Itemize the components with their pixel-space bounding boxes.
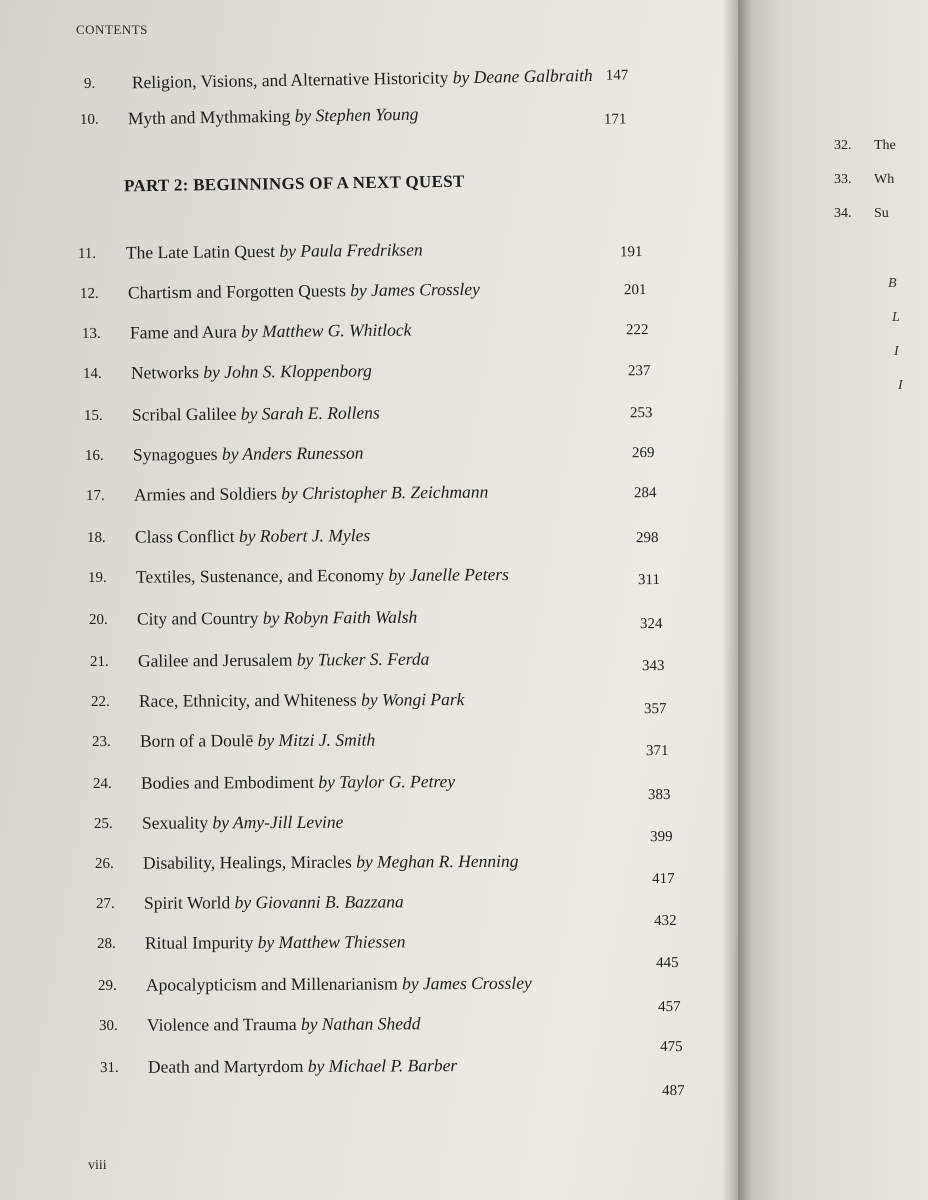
toc-entry-number: 22. — [90, 693, 110, 710]
toc-entry-title — [148, 1055, 457, 1078]
toc-entry — [94, 850, 795, 888]
toc-entry-author: by Deane Galbraith — [452, 65, 593, 88]
toc-entry-title-text: Bodies and Embodiment — [140, 771, 319, 793]
right-page-fragment: B — [888, 276, 897, 291]
toc-entry-title — [138, 649, 430, 672]
toc-entry-title-text: Spirit World — [143, 892, 235, 913]
toc-entry-author: by Wongi Park — [361, 689, 465, 710]
toc-entry-author: by Tucker S. Ferda — [296, 648, 430, 670]
toc-entry — [80, 101, 780, 140]
toc-entry-title-text: Disability, Healings, Miracles — [142, 851, 357, 873]
toc-entry — [88, 565, 788, 598]
right-page-fragment: L — [892, 310, 900, 325]
toc-entry-title — [144, 891, 404, 913]
toc-entry-number: 17. — [85, 487, 105, 504]
toc-entry — [95, 891, 796, 930]
toc-entry-page: 284 — [633, 485, 657, 502]
toc-entry-title — [137, 607, 417, 630]
toc-entry-number: 14. — [82, 365, 102, 382]
toc-entry-page: 191 — [619, 244, 643, 261]
toc-entry-author: by Robert J. Myles — [238, 525, 371, 546]
toc-entry-title-text: Religion, Visions, and Alternative Historicity — [131, 67, 453, 93]
toc-entry-title-text: Sexuality — [141, 812, 213, 833]
page-number-footer: viii — [88, 1158, 107, 1173]
toc-entry-title-text: Galilee and Jerusalem — [137, 649, 297, 671]
toc-entry-number: 31. — [99, 1059, 119, 1076]
toc-entry-title — [140, 730, 375, 752]
toc-entry-author: by James Crossley — [350, 278, 480, 301]
toc-entry — [98, 1013, 799, 1056]
toc-entry-page: 475 — [660, 1038, 683, 1056]
toc-entry-number: 12. — [79, 285, 99, 302]
right-toc-entry-number: 34. — [834, 206, 852, 221]
toc-entry-title-text: Myth and Mythmaking — [127, 105, 295, 129]
toc-entry-title-text: Ritual Impurity — [144, 932, 258, 953]
toc-entry-number: 21. — [89, 653, 109, 670]
right-toc-entry-number: 32. — [834, 138, 852, 153]
toc-entry-title — [143, 851, 519, 874]
toc-entry-number: 26. — [94, 855, 114, 872]
toc-entry-author: by Nathan Shedd — [300, 1013, 421, 1034]
toc-entry-title — [136, 564, 509, 588]
toc-entry-author: by Taylor G. Petrey — [318, 771, 456, 792]
toc-entry-page: 298 — [635, 530, 659, 547]
toc-entry-title — [126, 239, 423, 263]
toc-entry — [80, 279, 780, 314]
toc-entry-number: 9. — [83, 75, 96, 92]
toc-entry-number: 29. — [97, 977, 117, 994]
toc-entry — [87, 525, 787, 558]
toc-entry — [89, 607, 789, 640]
toc-entry — [78, 239, 778, 274]
right-toc-entry-text: Wh — [874, 172, 895, 187]
toc-entry-number: 16. — [84, 447, 104, 464]
toc-entry-title-text: Fame and Aura — [129, 321, 242, 343]
right-page — [738, 0, 928, 1200]
toc-entry — [90, 649, 790, 682]
toc-entry-number: 27. — [95, 895, 115, 912]
right-page-fragment: I — [898, 378, 903, 393]
toc-entry-page: 445 — [656, 954, 679, 972]
toc-entry-title-text: Apocalypticism and Millenarianism — [145, 973, 403, 995]
toc-entry-page: 201 — [623, 282, 647, 299]
toc-entry — [84, 65, 784, 104]
toc-entry-page: 147 — [605, 67, 629, 84]
right-toc-entry-text: The — [874, 138, 896, 153]
toc-entry-title — [131, 360, 372, 383]
toc-entry-title-text: Scribal Galilee — [131, 403, 241, 425]
toc-entry-author: by Amy-Jill Levine — [212, 811, 344, 833]
toc-entry-page: 253 — [629, 405, 653, 422]
toc-entry-author: by John S. Kloppenborg — [203, 360, 372, 382]
toc-entry-title — [142, 812, 343, 834]
toc-entry-title — [147, 1013, 421, 1035]
toc-entry-page: 311 — [637, 572, 660, 589]
toc-entry-author: by James Crossley — [402, 972, 532, 994]
toc-entry-page: 222 — [625, 322, 649, 339]
toc-entry-title-text: Chartism and Forgotten Quests — [127, 280, 351, 303]
toc-entry — [94, 812, 794, 844]
toc-entry-number: 20. — [88, 611, 108, 628]
toc-entry-author: by Paula Fredriksen — [279, 239, 423, 261]
toc-entry-page: 357 — [643, 700, 667, 718]
toc-entry-page: 487 — [662, 1082, 685, 1100]
toc-entry-title-text: Textiles, Sustenance, and Economy — [135, 564, 389, 587]
toc-entry-title-text: Death and Martyrdom — [147, 1055, 308, 1077]
toc-entry-page: 237 — [627, 363, 651, 380]
toc-entry-author: by Janelle Peters — [388, 564, 509, 585]
toc-entry-page: 269 — [631, 445, 655, 462]
toc-entry-author: by Meghan R. Henning — [356, 850, 519, 872]
right-toc-entry-number: 33. — [834, 172, 852, 187]
toc-entry-author: by Anders Runesson — [221, 442, 364, 464]
toc-entry-title — [132, 65, 593, 93]
toc-entry — [84, 402, 784, 436]
toc-entry — [99, 1055, 800, 1100]
toc-entry-title-text: Violence and Trauma — [146, 1013, 302, 1035]
toc-entry-page: 383 — [647, 786, 671, 804]
toc-entry-page: 457 — [658, 998, 681, 1016]
toc-entry-author: by Matthew Thiessen — [257, 931, 406, 953]
toc-entry-author: by Robyn Faith Walsh — [262, 606, 418, 628]
toc-entry-number: 30. — [98, 1017, 118, 1034]
toc-entry-title — [132, 402, 380, 425]
toc-entry-title — [130, 320, 412, 344]
toc-entry — [96, 931, 797, 972]
toc-entry-number: 11. — [77, 245, 97, 262]
toc-entry-page: 324 — [639, 615, 663, 633]
toc-entry-page: 417 — [652, 870, 675, 888]
toc-entry — [86, 482, 786, 516]
toc-entry-number: 18. — [86, 529, 106, 546]
toc-entry-title — [146, 973, 532, 996]
toc-entry-number: 23. — [91, 733, 111, 750]
toc-entry-author: by Christopher B. Zeichmann — [281, 481, 489, 504]
toc-entry-author: by Stephen Young — [294, 103, 419, 126]
toc-entry-number: 19. — [87, 569, 107, 586]
toc-entry-author: by Michael P. Barber — [307, 1055, 458, 1076]
toc-entry-number: 28. — [96, 935, 116, 952]
toc-entry-title-text: Armies and Soldiers — [133, 483, 282, 505]
toc-entry-title-text: Class Conflict — [134, 525, 240, 547]
toc-entry-title — [141, 771, 455, 794]
toc-entry-title — [145, 931, 406, 953]
toc-entry-number: 13. — [81, 325, 101, 342]
toc-entry-page: 171 — [603, 111, 627, 128]
toc-entry-number: 24. — [92, 775, 112, 792]
toc-entry-author: by Matthew G. Whitlock — [241, 319, 412, 342]
toc-entry — [83, 360, 783, 394]
toc-entry-author: by Mitzi J. Smith — [257, 729, 376, 751]
toc-entry-title-text: Race, Ethnicity, and Whiteness — [138, 689, 362, 711]
toc-entry-title-text: The Late Latin Quest — [125, 240, 280, 263]
toc-entry — [92, 730, 792, 762]
toc-entry-title — [134, 481, 489, 505]
right-page-fragment: I — [894, 344, 899, 359]
toc-entry-page: 371 — [645, 742, 669, 760]
toc-entry-author: by Giovanni B. Bazzana — [234, 891, 404, 913]
toc-entry-title — [133, 443, 364, 466]
toc-entry — [82, 319, 782, 354]
toc-entry-number: 10. — [79, 111, 99, 128]
toc-entry-page: 343 — [641, 657, 665, 675]
toc-entry-number: 25. — [93, 815, 113, 832]
part-heading: PART 2: BEGINNINGS OF A NEXT QUEST — [123, 171, 465, 196]
toc-entry-title-text: Born of a Doulē — [139, 730, 258, 751]
right-toc-entry-text: Su — [874, 206, 889, 221]
toc-entry-title-text: City and Country — [136, 607, 263, 629]
toc-entry — [91, 690, 791, 722]
toc-entry-title — [128, 104, 419, 130]
toc-entry-number: 15. — [83, 407, 103, 424]
toc-entry-page: 432 — [654, 912, 677, 930]
toc-entry — [97, 972, 798, 1016]
toc-entry-title — [139, 689, 465, 712]
toc-entry — [93, 772, 793, 804]
toc-entry-page: 399 — [650, 828, 673, 846]
toc-entry-title-text: Synagogues — [132, 443, 222, 465]
toc-entry — [85, 442, 785, 476]
toc-entry-title — [135, 525, 370, 548]
toc-entry-title — [128, 279, 480, 304]
toc-entry-title-text: Networks — [130, 361, 204, 383]
running-header: CONTENTS — [76, 22, 148, 37]
toc-entry-author: by Sarah E. Rollens — [240, 402, 380, 424]
